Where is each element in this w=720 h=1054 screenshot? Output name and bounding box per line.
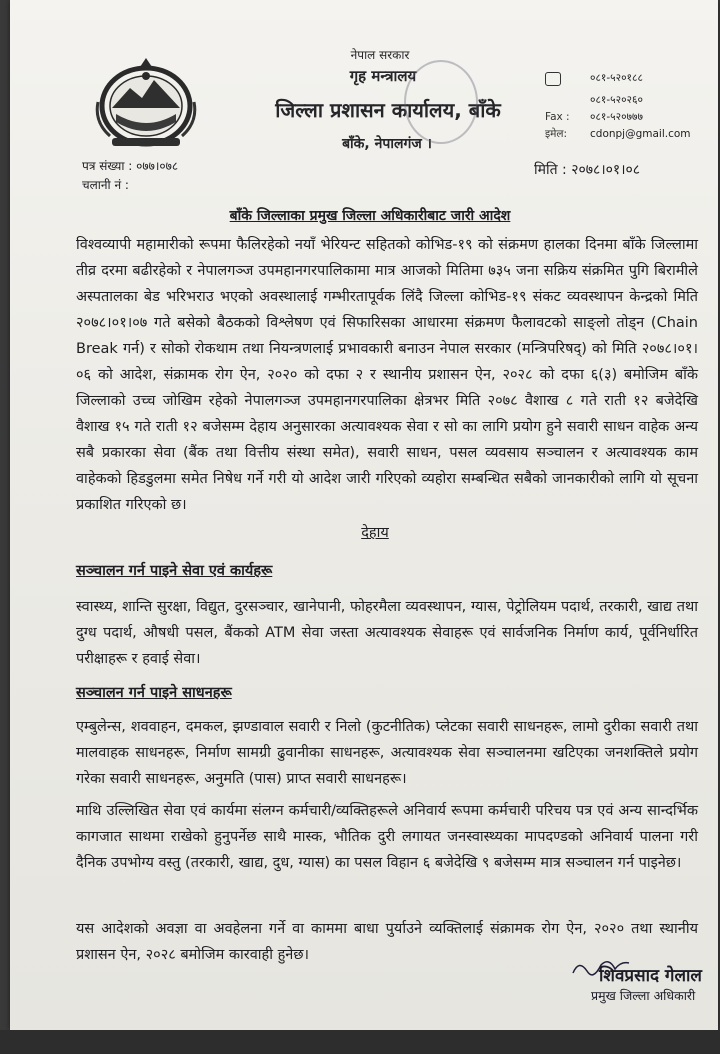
contact-phone-2 (545, 92, 715, 109)
official-notice-page (10, 0, 718, 1030)
vehicles-paragraph: एम्बुलेन्स, शववाहन, दमकल, झण्डावाल सवारी र निलो (कुटनीतिक) प्लेटका सवारी साधनहरू, लामो दुरीका सवारी तथा मालवाहक साधनहरू, निर्माण सामग्री ढुवानीका साधनहरू, अत्यावश्यक सेवा सञ्चालनमा खटिएका जनशक्तिले प्रयोग गरेका सवारी साधनहरू, अनुमति (पास) प्राप्त सवारी साधनहरू। (76, 719, 698, 787)
letter-number: पत्र संख्या : ०७७।०७८ (82, 159, 179, 173)
nepal-emblem-logo (90, 52, 202, 152)
header-place: बाँके, नेपालगंज । (342, 136, 432, 152)
header-office: जिल्ला प्रशासन कार्यालय, बाँके (275, 98, 501, 122)
dispatch-number: चलानी नं : (82, 178, 129, 192)
annex-heading: देहाय (361, 525, 389, 541)
phone-number-1: ०८१-५२०१८८ (590, 72, 643, 84)
email-address: cdonpj@gmail.com (590, 128, 691, 140)
penalty-paragraph: यस आदेशको अवज्ञा वा अवहेलना गर्ने वा काममा बाधा पुर्याउने व्यक्तिलाई संक्रामक रोग ऐन, २०२० तथा स्थानीय प्रशासन ऐन, २०२८ बमोजिम कारवाही हुनेछ। (76, 921, 698, 963)
signatory-name: शिवप्रसाद गेलाल (599, 966, 702, 986)
email-label: इमेल: (545, 128, 568, 140)
intro-paragraph: विश्वव्यापी महामारीको रूपमा फैलिरहेको नयाँ भेरियन्ट सहितको कोभिड-१९ को संक्रमण हालका दिनमा बाँके जिल्लामा तीव्र दरमा बढीरहेको र नेपालगञ्ज उपमहानगरपालिकामा मात्र आजको मितिमा ७३५ जना सक्रिय संक्रमित पुगि बिरामीले अस्पतालका बेड भरिभराउ भएको अवस्थालाई गम्भीरतापूर्वक लिंदै जिल्ला कोभिड-१९ संकट व्यवस्थापन केन्द्रको मिति २०७८।०१।०७ गते बसेको बैठकको विश्लेषण एवं सिफारिसका आधारमा संक्रमण फैलावटको साङ्लो तोड्न (Chain Break गर्न) र सोको रोकथाम तथा नियन्त्रणलाई प्रभावकारी बनाउन नेपाल सरकार (मन्त्रिपरिषद्) को मिति २०७८।०१।०६ को आदेश, संक्रामक रोग ऐन, २०२० को दफा २ र स्थानीय प्रशासन ऐन, २०२८ को दफा ६(३) बमोजिम बाँके जिल्लाको उच्च जोखिम रहेको नेपालगञ्ज उपमहानगरपालिका क्षेत्रभर मिति २०७८ वैशाख ८ गते राती १२ बजेदेखि वैशाख १५ गते राती १२ बजेसम्म देहाय अनुसारका अत्यावश्यक सेवा र सो का लागि प्रयोग हुने सवारी साधन वाहेक अन्य सबै प्रकारका सेवा (बैंक तथा वित्तीय संस्था समेत), सवारी साधन, पसल व्यवसाय सञ्चालन र अत्यावश्यक काम वाहेकको हिडडुलमा समेत निषेध गर्ने गरी यो आदेश जारी गरिएको व्यहोरा सम्बन्धित सबैको जानकारीको लागि यो सूचना प्रकाशित गरिएको छ। (76, 237, 698, 513)
services-paragraph: स्वास्थ्य, शान्ति सुरक्षा, विद्युत, दुरसञ्चार, खानेपानी, फोहरमैला व्यवस्थापन, ग्यास, पेट्रोलियम पदार्थ, तरकारी, खाद्य तथा दुग्ध पदार्थ, औषधी पसल, बैंकको ATM सेवा जस्ता अत्यावश्यक सेवाहरू एवं सार्वजनिक निर्माण कार्य, पूर्वनिर्धारित परीक्षाहरू र हवाई सेवा। (76, 599, 698, 667)
contact-email (545, 126, 715, 143)
contact-block (545, 70, 715, 143)
letter-date: मिति : २०७८।०१।०८ (534, 162, 641, 178)
header-ministry: गृह मन्त्रालय (349, 67, 417, 85)
fax-number: ०८१-५२०७७७ (590, 111, 643, 123)
contact-phone-1 (545, 70, 715, 92)
notice-subject: बाँके जिल्लाका प्रमुख जिल्ला अधिकारीबाट जारी आदेश (229, 208, 511, 224)
signatory-title: प्रमुख जिल्ला अधिकारी (591, 988, 696, 1003)
vehicles-heading: सञ्चालन गर्न पाइने साधनहरू (76, 685, 232, 701)
header-country: नेपाल सरकार (350, 48, 410, 62)
phone-icon (545, 72, 561, 86)
contact-fax (545, 109, 715, 126)
staff-rules-paragraph: माथि उल्लिखित सेवा एवं कार्यमा संलग्न कर्मचारी/व्यक्तिहरूले अनिवार्य रूपमा कर्मचारी परिचय पत्र एवं अन्य सान्दर्भिक कागजात साथमा राखेको हुनुपर्नेछ साथै मास्क, भौतिक दुरी लगायत जनस्वास्थ्यका मापदण्डको अनिवार्य पालना गरी दैनिक उपभोग्य वस्तु (तरकारी, खाद्य, दुध, ग्यास) का पसल विहान ६ बजेदेखि ९ बजेसम्म मात्र सञ्चालन गर्न पाइनेछ। (76, 803, 698, 871)
fax-label: Fax : (545, 111, 570, 123)
background-edge (0, 1030, 720, 1054)
services-heading: सञ्चालन गर्न पाइने सेवा एवं कार्यहरू (76, 563, 273, 579)
office-stamp (404, 60, 478, 144)
phone-number-2: ०८१-५२०२६० (590, 94, 643, 106)
